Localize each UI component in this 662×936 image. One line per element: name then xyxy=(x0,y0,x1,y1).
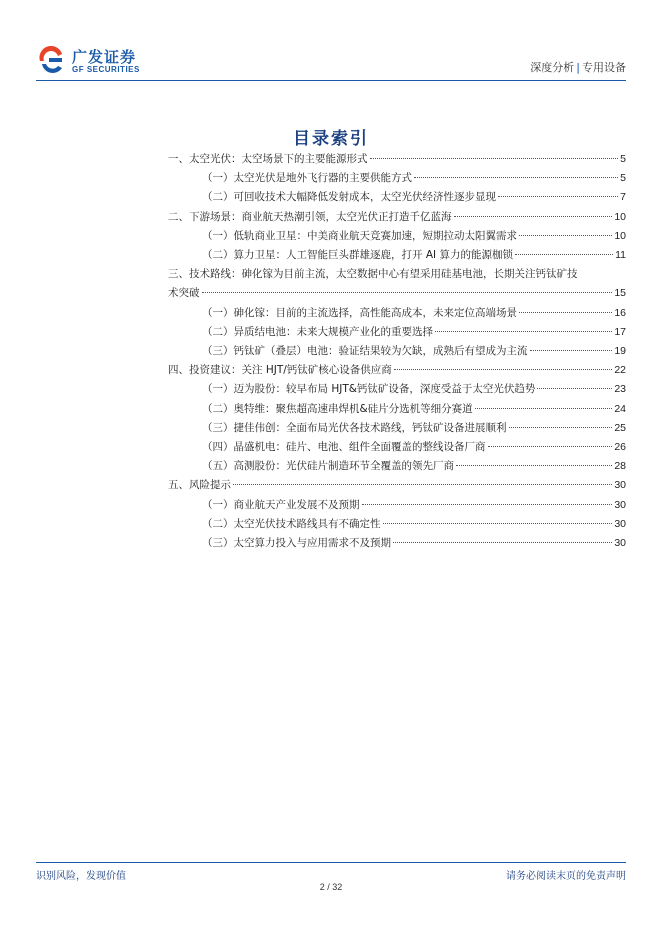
toc-page-number: 19 xyxy=(614,345,626,358)
toc-entry-text: （二）可回收技术大幅降低发射成本，太空光伏经济性逐步显现 xyxy=(202,191,496,204)
page-header xyxy=(36,44,626,80)
toc-entry-5-3[interactable] xyxy=(168,534,626,553)
toc-entry-3-2[interactable] xyxy=(168,323,626,342)
toc-entry-4-3[interactable] xyxy=(168,419,626,438)
toc-leader xyxy=(456,465,612,466)
toc-entry-2-1[interactable] xyxy=(168,227,626,246)
toc-leader xyxy=(509,427,613,428)
toc-entry-text: （四）晶盛机电：硅片、电池、组件全面覆盖的整线设备厂商 xyxy=(202,441,486,454)
report-category xyxy=(530,59,626,75)
toc-entry-text: （二）算力卫星：人工智能巨头群雄逐鹿，打开 AI 算力的能源枷锁 xyxy=(202,249,513,262)
logo-chinese-text: 广发证券 xyxy=(72,48,137,66)
toc-page-number: 7 xyxy=(620,191,626,204)
toc-page-number: 28 xyxy=(614,460,626,473)
logo-english-text: GF SECURITIES xyxy=(72,65,140,74)
footer-disclaimer-note: 请务必阅读末页的免责声明 xyxy=(506,871,626,882)
footer-slogan: 识别风险，发现价值 xyxy=(36,871,126,882)
toc-leader xyxy=(202,292,613,293)
toc-entry-text: （一）太空光伏是地外飞行器的主要供能方式 xyxy=(202,172,412,185)
toc-entry-text: （二）太空光伏技术路线具有不确定性 xyxy=(202,517,381,530)
toc-leader xyxy=(435,331,612,332)
toc-leader xyxy=(370,158,619,159)
toc-entry-4-2[interactable] xyxy=(168,400,626,419)
toc-entry-1-1[interactable] xyxy=(168,169,626,188)
toc-entry-text: （一）低轨商业卫星：中美商业航天竞赛加速，短期拉动太阳翼需求 xyxy=(202,229,517,242)
report-subcategory-label: 专用设备 xyxy=(582,61,626,74)
toc-entry-text: 一、太空光伏：太空场景下的主要能源形式 xyxy=(168,153,368,165)
toc-page-number: 23 xyxy=(614,383,626,396)
toc-entry-2[interactable] xyxy=(168,208,626,227)
toc-entry-text: （三）捷佳伟创：全面布局光伏各技术路线，钙钛矿设备进展顺利 xyxy=(202,421,507,434)
toc-entry-4-4[interactable] xyxy=(168,438,626,457)
toc-page-number: 26 xyxy=(614,441,626,454)
toc-entry-4-1[interactable] xyxy=(168,380,626,399)
toc-page-number: 30 xyxy=(614,517,626,530)
toc-entry-text: 五、风险提示 xyxy=(168,479,231,492)
toc-entry-text: 术突破 xyxy=(168,287,200,300)
toc-page-number: 10 xyxy=(614,229,626,242)
report-category-label: 深度分析 xyxy=(530,61,575,74)
toc-page-number: 25 xyxy=(614,421,626,434)
toc-leader xyxy=(488,446,613,447)
toc-leader xyxy=(475,408,613,409)
toc-leader xyxy=(233,484,612,485)
toc-entry-5[interactable] xyxy=(168,476,626,495)
gf-logo-icon xyxy=(36,46,68,76)
toc-page-number: 11 xyxy=(615,249,626,262)
header-divider xyxy=(36,80,626,81)
toc-title: 目录索引 xyxy=(293,129,369,149)
toc-entry-4[interactable] xyxy=(168,361,626,380)
toc-entry-text: 三、技术路线：砷化镓为目前主流，太空数据中心有望采用硅基电池，长期关注钙钛矿技 xyxy=(168,268,578,281)
toc-page-number: 10 xyxy=(614,210,626,223)
toc-entry-3-1[interactable] xyxy=(168,304,626,323)
table-of-contents xyxy=(168,150,626,553)
toc-entry-2-2[interactable] xyxy=(168,246,626,265)
toc-entry-3-line1[interactable] xyxy=(168,265,626,284)
toc-page-number: 24 xyxy=(614,402,626,415)
toc-entry-text: （二）奥特维：聚焦超高速串焊机&硅片分选机等细分赛道 xyxy=(202,402,473,415)
toc-entry-text: （二）异质结电池：未来大规模产业化的重要选择 xyxy=(202,325,433,338)
toc-entry-text: （五）高测股份：光伏硅片制造环节全覆盖的领先厂商 xyxy=(202,460,454,473)
footer-divider xyxy=(36,862,626,863)
toc-entry-text: 二、下游场景：商业航天热潮引领，太空光伏正打造千亿蓝海 xyxy=(168,210,452,223)
toc-entry-4-5[interactable] xyxy=(168,457,626,476)
toc-entry-5-2[interactable] xyxy=(168,515,626,534)
toc-page-number: 30 xyxy=(614,498,626,511)
toc-leader xyxy=(362,504,613,505)
toc-leader xyxy=(530,350,613,351)
toc-leader xyxy=(394,369,613,370)
toc-page-number: 30 xyxy=(614,479,626,492)
toc-page-number: 30 xyxy=(614,537,626,550)
toc-page-number: 5 xyxy=(620,153,626,165)
toc-leader xyxy=(454,216,613,217)
toc-entry-5-1[interactable] xyxy=(168,496,626,515)
toc-entry-3-line2[interactable] xyxy=(168,284,626,303)
toc-page-number: 5 xyxy=(620,172,626,185)
toc-entry-1[interactable] xyxy=(168,150,626,169)
toc-entry-text: 四、投资建议：关注 HJT/钙钛矿核心设备供应商 xyxy=(168,364,392,377)
toc-entry-text: （一）砷化镓：目前的主流选择，高性能高成本，未来定位高端场景 xyxy=(202,306,517,319)
toc-leader xyxy=(414,177,618,178)
toc-entry-3-3[interactable] xyxy=(168,342,626,361)
toc-leader xyxy=(383,523,613,524)
toc-page-number: 17 xyxy=(614,325,626,338)
toc-leader xyxy=(519,235,612,236)
toc-leader xyxy=(537,388,612,389)
page-number: 2 / 32 xyxy=(319,882,343,892)
toc-entry-text: （一）商业航天产业发展不及预期 xyxy=(202,498,360,511)
toc-entry-text: （三）钙钛矿（叠层）电池：验证结果较为欠缺，成熟后有望成为主流 xyxy=(202,345,528,358)
toc-leader xyxy=(393,542,612,543)
toc-entry-text: （一）迈为股份：较早布局 HJT&钙钛矿设备，深度受益于太空光伏趋势 xyxy=(202,383,536,396)
toc-page-number: 16 xyxy=(614,306,626,319)
toc-page-number: 15 xyxy=(614,287,626,300)
toc-page-number: 22 xyxy=(614,364,626,377)
toc-entry-1-2[interactable] xyxy=(168,188,626,207)
toc-leader xyxy=(515,254,613,255)
gf-securities-logo xyxy=(36,44,176,78)
toc-leader xyxy=(519,312,612,313)
toc-entry-text: （三）太空算力投入与应用需求不及预期 xyxy=(202,537,391,550)
toc-leader xyxy=(498,196,618,197)
category-separator: | xyxy=(576,61,580,74)
